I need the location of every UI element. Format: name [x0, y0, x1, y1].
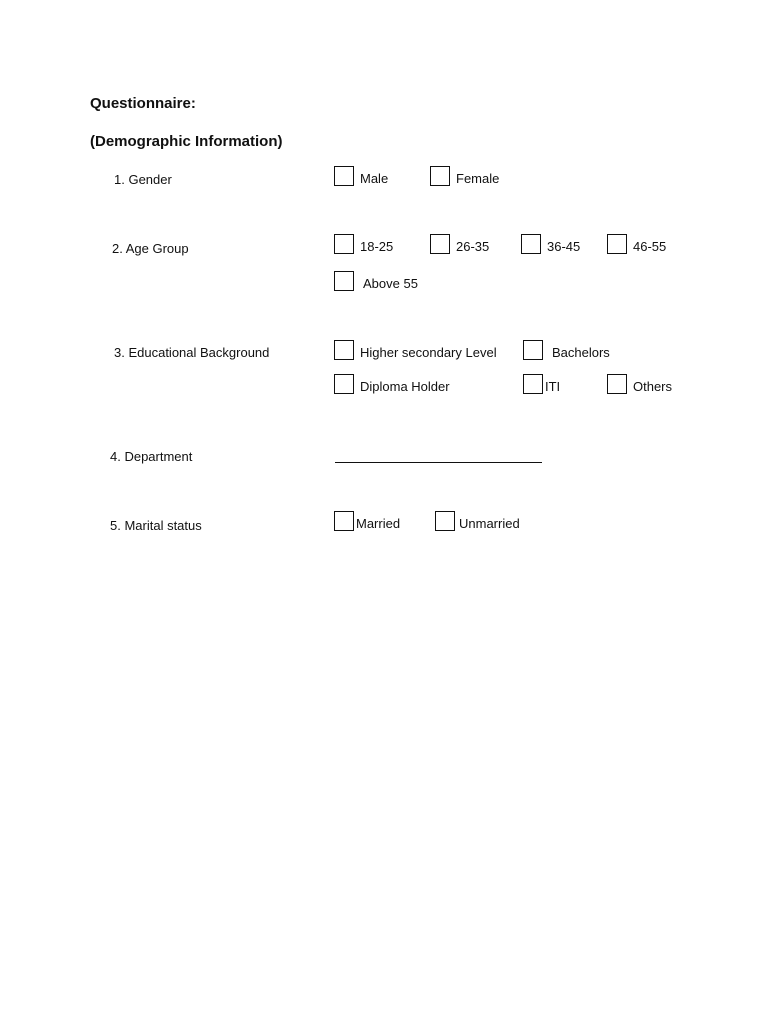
gender-option-male[interactable] [334, 166, 388, 186]
option-label: 26-35 [456, 239, 490, 254]
checkbox[interactable] [523, 340, 543, 360]
question-marital-status-label: 5. Marital status [110, 518, 202, 533]
age-option-18-25[interactable] [334, 234, 393, 254]
option-label: Female [456, 171, 500, 186]
education-option-diploma-holder[interactable] [334, 374, 450, 394]
age-option-26-35[interactable] [430, 234, 489, 254]
education-option-higher-secondary[interactable] [334, 340, 497, 360]
education-option-bachelors[interactable] [523, 340, 610, 360]
option-label: Bachelors [552, 345, 610, 360]
option-label: Unmarried [459, 516, 520, 531]
question-gender-label: 1. Gender [114, 172, 172, 187]
option-label: Above 55 [363, 276, 418, 291]
checkbox[interactable] [334, 374, 354, 394]
option-label: ITI [545, 379, 561, 394]
option-label: Male [360, 171, 389, 186]
option-label: Diploma Holder [360, 379, 450, 394]
checkbox[interactable] [334, 340, 354, 360]
department-field[interactable] [335, 446, 542, 463]
document-title: Questionnaire: [90, 95, 196, 112]
checkbox[interactable] [334, 166, 354, 186]
checkbox[interactable] [334, 271, 354, 291]
checkbox[interactable] [521, 234, 541, 254]
question-department-label: 4. Department [110, 449, 193, 464]
checkbox[interactable] [523, 374, 543, 394]
question-age-group-label: 2. Age Group [112, 241, 189, 256]
option-label: Higher secondary Level [360, 345, 497, 360]
section-title: (Demographic Information) [90, 133, 283, 150]
age-option-46-55[interactable] [607, 234, 666, 254]
age-option-above-55[interactable] [334, 271, 418, 291]
checkbox[interactable] [430, 234, 450, 254]
checkbox[interactable] [430, 166, 450, 186]
gender-option-female[interactable] [430, 166, 499, 186]
checkbox[interactable] [607, 374, 627, 394]
checkbox[interactable] [334, 234, 354, 254]
option-label: Married [356, 516, 401, 531]
checkbox[interactable] [607, 234, 627, 254]
age-option-36-45[interactable] [521, 234, 580, 254]
option-label: 36-45 [547, 239, 581, 254]
option-label: Others [633, 379, 673, 394]
question-education-label: 3. Educational Background [114, 345, 270, 360]
education-option-iti[interactable] [523, 374, 560, 394]
checkbox[interactable] [334, 511, 354, 531]
marital-option-unmarried[interactable] [435, 511, 520, 531]
option-label: 18-25 [360, 239, 394, 254]
marital-option-married[interactable] [334, 511, 400, 531]
education-option-others[interactable] [607, 374, 672, 394]
checkbox[interactable] [435, 511, 455, 531]
option-label: 46-55 [633, 239, 667, 254]
